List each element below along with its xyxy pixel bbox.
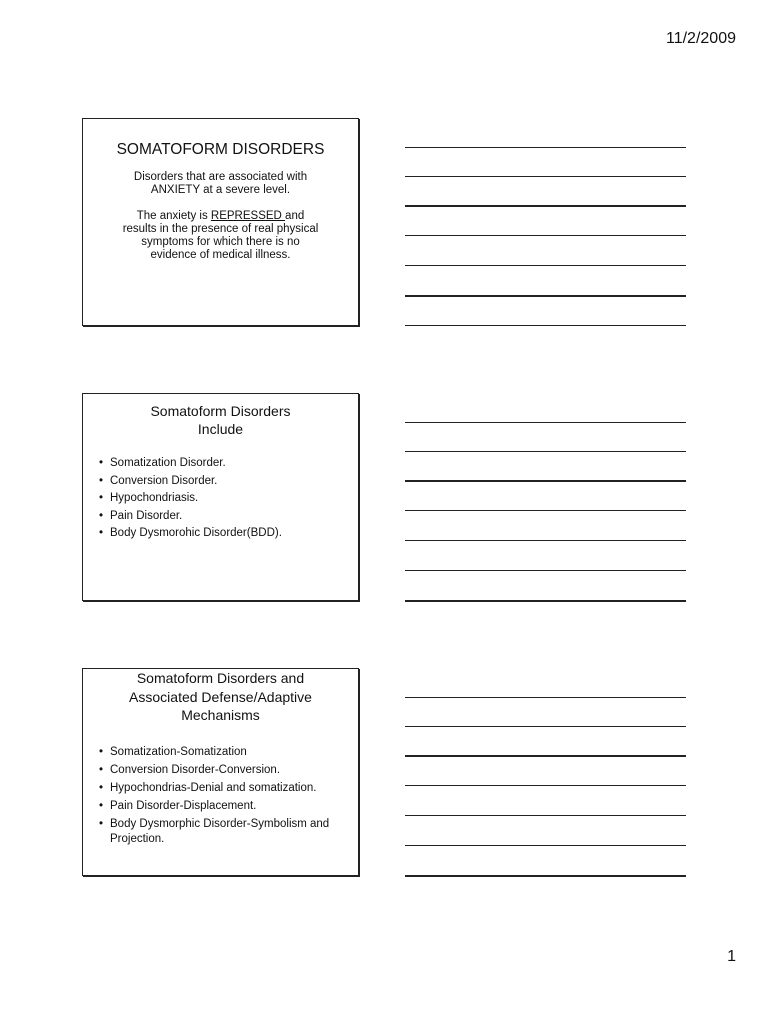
note-line <box>405 600 686 602</box>
note-line <box>405 726 686 727</box>
list-item: • Hypochondriasis. <box>99 490 358 508</box>
note-line <box>405 785 686 786</box>
note-line <box>405 147 686 148</box>
note-line <box>405 325 686 326</box>
note-line <box>405 540 686 541</box>
list-item: • Somatization-Somatization <box>99 745 358 760</box>
note-line <box>405 697 686 698</box>
slide-title <box>83 669 358 725</box>
underlined-keyword: REPRESSED <box>210 210 286 222</box>
slide-title-line: Somatoform Disorders and <box>136 670 305 686</box>
note-line <box>405 570 686 571</box>
print-date: 11/2/2009 <box>666 30 736 47</box>
note-line <box>405 295 686 297</box>
note-line <box>405 235 686 236</box>
paragraph-text: The anxiety is <box>136 210 211 222</box>
list-item: • Somatization Disorder. <box>99 455 358 473</box>
slide-thumbnail-1 <box>82 118 359 326</box>
note-line <box>405 265 686 266</box>
slide-paragraph <box>83 210 358 262</box>
note-line <box>405 845 686 846</box>
slide-thumbnail-3 <box>82 668 359 876</box>
list-item: • Hypochondrias-Denial and somatization. <box>99 781 358 796</box>
note-line <box>405 510 686 511</box>
note-line <box>405 205 686 207</box>
slide-title-line: Somatoform Disorders <box>150 403 291 419</box>
slide-thumbnail-2 <box>82 393 359 601</box>
slide-title-line: Associated Defense/Adaptive <box>129 688 312 705</box>
list-item: • Pain Disorder. <box>99 508 358 526</box>
slide-title <box>83 402 358 438</box>
note-line <box>405 451 686 452</box>
note-line <box>405 176 686 177</box>
page-number: 1 <box>727 948 736 965</box>
list-item: • Pain Disorder-Displacement. <box>99 799 358 814</box>
note-line <box>405 422 686 423</box>
bullet-list <box>83 455 358 543</box>
note-line <box>405 755 686 757</box>
paragraph-text: and results in the presence of real physical symptoms for which there is no evidence of medical illness. <box>122 210 319 261</box>
slide-title-line: Include <box>197 421 244 437</box>
slide-title: SOMATOFORM DISORDERS <box>116 141 325 158</box>
slide-paragraph: Disorders that are associated with ANXIETY at a severe level. <box>133 171 308 196</box>
list-item: • Body Dysmorphic Disorder-Symbolism and Projection. <box>99 817 358 847</box>
note-line <box>405 815 686 816</box>
note-line <box>405 480 686 482</box>
bullet-list <box>83 745 358 847</box>
slide-title-line: Mechanisms <box>181 707 260 723</box>
list-item: • Body Dysmorohic Disorder(BDD). <box>99 525 358 543</box>
list-item: • Conversion Disorder-Conversion. <box>99 763 358 778</box>
list-item: • Conversion Disorder. <box>99 473 358 491</box>
note-line <box>405 875 686 877</box>
